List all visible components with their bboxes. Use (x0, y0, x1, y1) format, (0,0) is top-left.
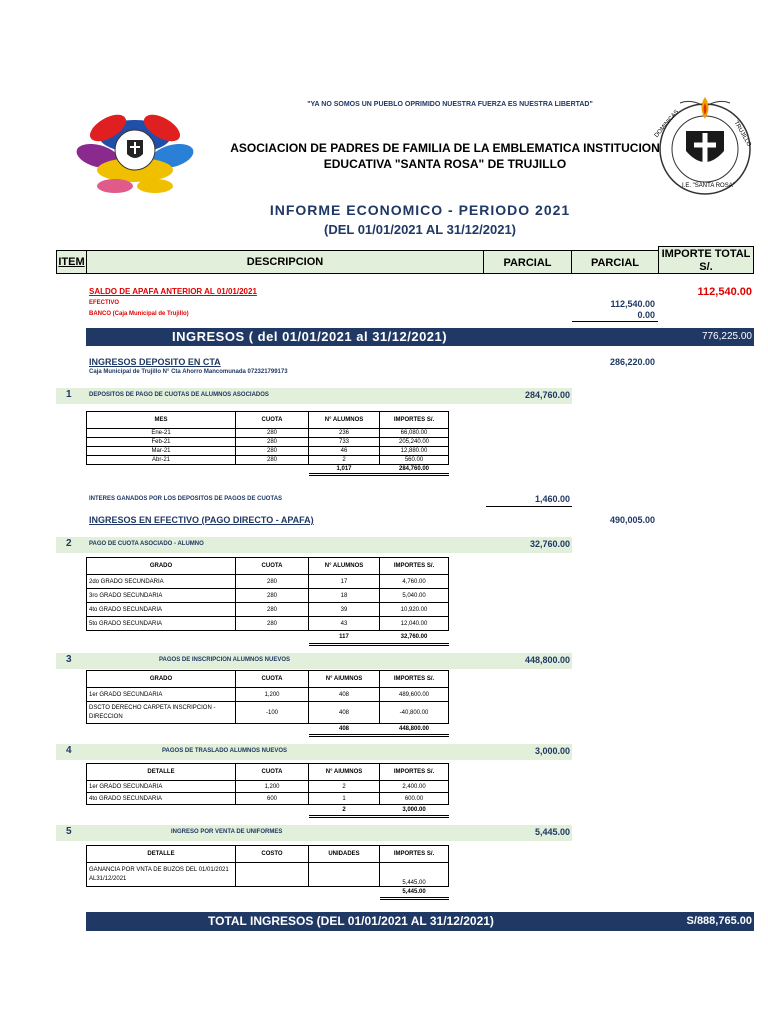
org-line-2: EDUCATIVA "SANTA ROSA" DE TRUJILLO (323, 157, 567, 171)
cell: 560.00 (380, 456, 449, 465)
item-2-number: 2 (66, 538, 72, 549)
cell: 408 (309, 702, 380, 724)
item-5-head-unidades: UNIDADES (309, 846, 380, 863)
cell: Abr-21 (87, 456, 236, 465)
report-title: INFORME ECONOMICO - PERIODO 2021 (269, 202, 571, 218)
banco-label: BANCO (Caja Municipal de Trujillo) (89, 311, 189, 317)
cell: 280 (236, 589, 309, 603)
col-item-label: ITEM (58, 256, 85, 268)
cell-empty (87, 724, 236, 736)
total-ingresos-label: TOTAL INGRESOS (DEL 01/01/2021 AL 31/12/2021) (208, 914, 494, 928)
table-row (87, 589, 449, 603)
cell: 280 (236, 438, 309, 447)
cell: 600 (236, 793, 309, 805)
item-5-total-row (87, 887, 449, 899)
efectivo-section-label: INGRESOS EN EFECTIVO (PAGO DIRECTO - APAFA) (89, 515, 314, 525)
table-row (87, 603, 449, 617)
item-1-head-cuota: CUOTA (236, 412, 309, 429)
col-parcial-1 (483, 250, 572, 274)
seal-side-text: TRUJILLO (732, 120, 752, 148)
table-row (87, 688, 449, 702)
cell-empty (236, 805, 309, 817)
cell-empty (309, 887, 380, 899)
table-row (87, 447, 449, 456)
efectivo-label: EFECTIVO (89, 300, 120, 306)
org-name (230, 140, 660, 172)
table-row (87, 863, 449, 887)
item-1-value: 284,760.00 (524, 390, 570, 400)
item-4-value: 3,000.00 (534, 746, 570, 756)
col-parcial-2-label: PARCIAL (590, 257, 640, 269)
cell: 43 (309, 617, 380, 631)
cell: 280 (236, 603, 309, 617)
motto: "YA NO SOMOS UN PUEBLO OPRIMIDO NUESTRA FUERZA ES NUESTRA LIBERTAD" (307, 101, 593, 108)
item-1-head-importes: IMPORTES S/. (380, 412, 449, 429)
deposito-account: Caja Municipal de Trujillo N° Cta Ahorro Mancomunada 072321799173 (89, 369, 288, 375)
item-5-table (86, 845, 449, 900)
col-importe-total-label: IMPORTE TOTAL S/. (661, 248, 751, 273)
item-5-number: 5 (66, 826, 72, 837)
item-3-value: 448,800.00 (524, 655, 570, 665)
cell: 4,760.00 (380, 575, 449, 589)
item-2-head-importes: IMPORTES S/. (380, 558, 449, 575)
santa-rosa-seal (650, 93, 760, 199)
cell: 489,600.00 (380, 688, 449, 702)
cell: 280 (236, 575, 309, 589)
item-4-total-row (87, 805, 449, 817)
cell: 10,920.00 (380, 603, 449, 617)
item-4-number: 4 (66, 745, 72, 756)
cell: 280 (236, 447, 309, 456)
table-row (87, 575, 449, 589)
deposito-value: 286,220.00 (609, 357, 655, 367)
ingresos-banner-value: 776,225.00 (701, 331, 752, 342)
cell: 18 (309, 589, 380, 603)
item-4-total-alumnos: 2 (309, 805, 380, 817)
item-5-head-detalle: DETALLE (87, 846, 236, 863)
efectivo-section-value: 490,005.00 (609, 515, 655, 525)
cell: 5,040.00 (380, 589, 449, 603)
ingresos-banner-label: INGRESOS ( del 01/01/2021 al 31/12/2021) (172, 329, 448, 344)
item-4-table (86, 763, 449, 818)
item-3-total-row (87, 724, 449, 736)
cell-empty (236, 465, 309, 475)
cell: 39 (309, 603, 380, 617)
cell: 4to GRADO SECUNDARIA (87, 603, 236, 617)
ingresos-banner (86, 328, 754, 346)
item-1-table (86, 411, 449, 476)
seal-bottom-text: I.E. "SANTA ROSA" (682, 183, 735, 189)
item-2-table (86, 557, 449, 646)
cell: 2 (309, 781, 380, 793)
col-parcial-2 (571, 250, 659, 274)
banco-value: 0.00 (637, 310, 655, 320)
cell: Mar-21 (87, 447, 236, 456)
item-4-total-importe: 3,000.00 (380, 805, 449, 817)
cell: 280 (236, 456, 309, 465)
col-descripcion (86, 250, 484, 274)
cell-empty (236, 887, 309, 899)
table-row (87, 793, 449, 805)
item-1-total-row (87, 465, 449, 475)
seal-top-text: DOMINICAS (653, 109, 681, 139)
cell: 1er GRADO SECUNDARIA (87, 781, 236, 793)
item-1-head-alumnos: N° ALUMNOS (309, 412, 380, 429)
cell-empty (87, 805, 236, 817)
table-row (87, 429, 449, 438)
table-row (87, 456, 449, 465)
item-2-head-alumnos: N° ALUMNOS (309, 558, 380, 575)
col-importe-total (658, 246, 754, 274)
item-3-head-grado: GRADO (87, 671, 236, 688)
intereses-underline (486, 506, 572, 507)
item-3-number: 3 (66, 654, 72, 665)
cell-empty (236, 724, 309, 736)
cell: 2 (309, 456, 380, 465)
cell (236, 863, 309, 887)
cell: 205,240.00 (380, 438, 449, 447)
org-line-1: ASOCIACION DE PADRES DE FAMILIA DE LA EMBLEMATICA INSTITUCION (230, 141, 660, 155)
item-4-head-detalle: DETALLE (87, 764, 236, 781)
item-3-head-importes: IMPORTES S/. (380, 671, 449, 688)
cell (309, 863, 380, 887)
item-5-head-importes: IMPORTES S/. (380, 846, 449, 863)
cell: Feb-21 (87, 438, 236, 447)
item-2-total-row (87, 631, 449, 645)
cell: 12,880.00 (380, 447, 449, 456)
report-period: (DEL 01/01/2021 AL 31/12/2021) (324, 222, 516, 237)
cell: 4to GRADO SECUNDARIA (87, 793, 236, 805)
cell: DSCTO DERECHO CARPETA INSCRIPCION - DIRECCION (87, 702, 236, 724)
item-2-total-importe: 32,760.00 (380, 631, 449, 645)
item-4-head-alumnos: N° AlUMNOS (309, 764, 380, 781)
cell-empty (87, 465, 236, 475)
total-ingresos-banner (86, 912, 754, 931)
item-5-value: 5,445.00 (534, 827, 570, 837)
item-3-head-alumnos: N° AlUMNOS (309, 671, 380, 688)
cell: 1,200 (236, 781, 309, 793)
item-3-total-importe: 448,800.00 (380, 724, 449, 736)
item-4-head-importes: IMPORTES S/. (380, 764, 449, 781)
cell: Ene-21 (87, 429, 236, 438)
saldo-total: 112,540.00 (697, 286, 752, 298)
cell: 1 (309, 793, 380, 805)
item-3-head-cuota: CUOTA (236, 671, 309, 688)
cell: 280 (236, 617, 309, 631)
table-row (87, 438, 449, 447)
col-item (56, 250, 87, 274)
cell: 46 (309, 447, 380, 456)
table-row (87, 781, 449, 793)
cell: 236 (309, 429, 380, 438)
apafa-logo (70, 98, 200, 203)
cell: 12,040.00 (380, 617, 449, 631)
saldo-label: SALDO DE APAFA ANTERIOR AL 01/01/2021 (89, 287, 257, 296)
item-1-number: 1 (66, 389, 72, 400)
item-2-total-alumnos: 117 (309, 631, 380, 645)
item-5-head-costo: COSTO (236, 846, 309, 863)
cell: 600.00 (380, 793, 449, 805)
item-3-label: PAGOS DE INSCRIPCION ALUMNOS NUEVOS (159, 657, 291, 663)
cell: 1,200 (236, 688, 309, 702)
item-4-label: PAGOS DE TRASLADO ALUMNOS NUEVOS (162, 748, 288, 754)
cell: 5to GRADO SECUNDARIA (87, 617, 236, 631)
item-5-total-importe: 5,445.00 (380, 887, 449, 899)
cell: -100 (236, 702, 309, 724)
saldo-underline (572, 321, 658, 322)
cell: 17 (309, 575, 380, 589)
cell-empty (236, 631, 309, 645)
item-2-head-cuota: CUOTA (236, 558, 309, 575)
item-4-head-cuota: CUOTA (236, 764, 309, 781)
cell: 3ro GRADO SECUNDARIA (87, 589, 236, 603)
total-ingresos-value: S/888,765.00 (686, 915, 752, 927)
item-3-total-alumnos: 408 (309, 724, 380, 736)
col-parcial-1-label: PARCIAL (503, 257, 552, 269)
item-1-head-mes: MES (87, 412, 236, 429)
table-row (87, 617, 449, 631)
item-1-total-alumnos: 1,017 (309, 465, 380, 475)
item-1-total-importe: 284,760.00 (380, 465, 449, 475)
item-2-head-grado: GRADO (87, 558, 236, 575)
item-2-value: 32,760.00 (529, 539, 570, 549)
intereses-value: 1,460.00 (534, 494, 570, 504)
cell: 5,445.00 (380, 863, 449, 887)
item-2-label: PAGO DE CUOTA ASOCIADO - ALUMNO (89, 541, 204, 547)
deposito-label: INGRESOS DEPOSITO EN CTA (89, 357, 221, 367)
table-row (87, 702, 449, 724)
cell: 733 (309, 438, 380, 447)
item-1-label: DEPOSITOS DE PAGO DE CUOTAS DE ALUMNOS ASOCIADOS (89, 392, 269, 398)
cell: GANANCIA POR VNTA DE BUZOS DEL 01/01/2021 AL31/12/2021 (87, 863, 236, 887)
cell: 408 (309, 688, 380, 702)
cell: 1er GRADO SECUNDARIA (87, 688, 236, 702)
item-5-label: INGRESO POR VENTA DE UNIFORMES (171, 829, 283, 835)
col-descripcion-label: DESCRIPCION (246, 256, 324, 268)
cell: 2do GRADO SECUNDARIA (87, 575, 236, 589)
cell-empty (87, 631, 236, 645)
cell: -40,800.00 (380, 702, 449, 724)
intereses-label: INTERES GANADOS POR LOS DEPOSITOS DE PAGOS DE CUOTAS (89, 496, 283, 502)
efectivo-value: 112,540.00 (610, 299, 655, 309)
cell: 66,080.00 (380, 429, 449, 438)
item-3-table (86, 670, 449, 737)
cell: 280 (236, 429, 309, 438)
cell-empty (87, 887, 236, 899)
cell: 2,400.00 (380, 781, 449, 793)
